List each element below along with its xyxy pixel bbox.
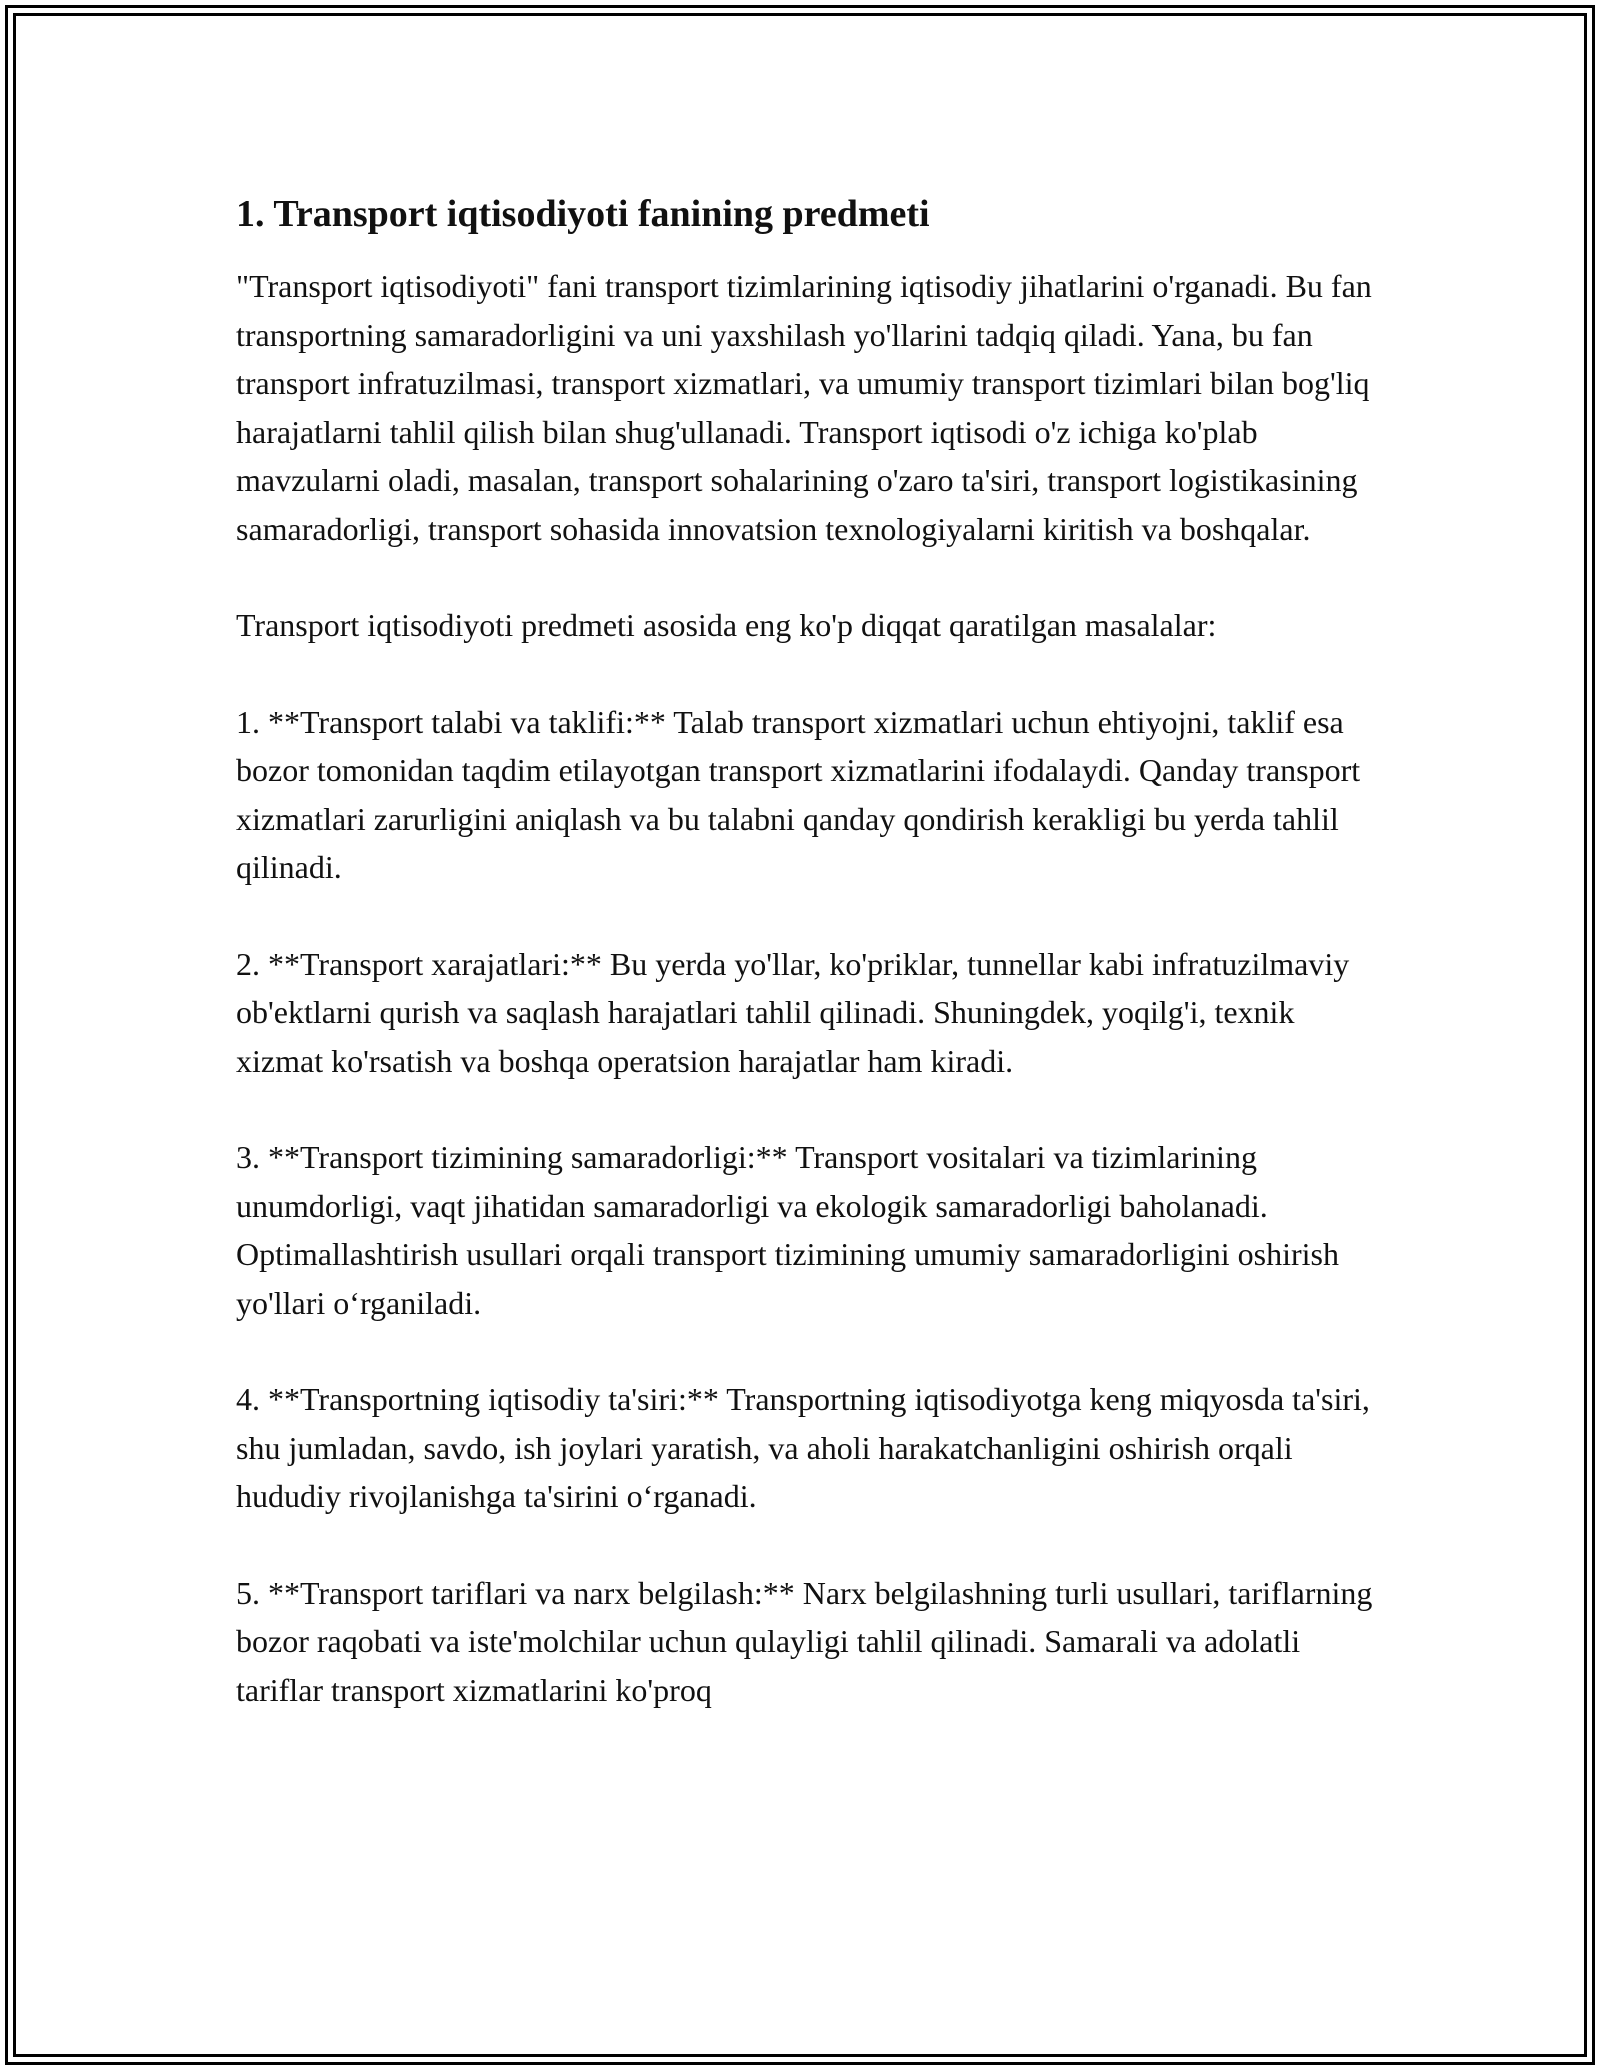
document-body [236, 190, 1376, 1714]
document-title: 1. Transport iqtisodiyoti fanining predmeti [236, 193, 930, 235]
list-item-costs: 2. **Transport xarajatlari:** Bu yerda yo'llar, ko'priklar, tunnellar kabi infratuzilmaviy ob'ektlarni qurish va saqlash harajatlari tahlil qilinadi. Shuningdek, yoqilg'i, texnik xizmat ko'rsatish va boshqa operatsion harajatlar ham kiradi. [236, 945, 1350, 1079]
list-item-efficiency: 3. **Transport tizimining samaradorligi:** Transport vositalari va tizimlarining unumdorligi, vaqt jihatidan samaradorligi va ekologik samaradorligi baholanadi. Optimallashtirish usullari orqali transport tizimining umumiy samaradorligini oshirish yo'llari o‘rganiladi. [236, 1139, 1339, 1321]
issues-intro-paragraph: Transport iqtisodiyoti predmeti asosida eng ko'p diqqat qaratilgan masalalar: [236, 607, 1217, 643]
list-item-economic-impact: 4. **Transportning iqtisodiy ta'siri:** Transportning iqtisodiyotga keng miqyosda ta'siri, shu jumladan, savdo, ish joylari yaratish, va aholi harakatchanligini oshirish orqali hududiy rivojlanishga ta'sirini o‘rganadi. [236, 1381, 1370, 1514]
intro-paragraph: "Transport iqtisodiyoti" fani transport tizimlarining iqtisodiy jihatlarini o'rganadi. Bu fan transportning samaradorligini va uni yaxshilash yo'llarini tadqiq qiladi. Yana, bu fan transport infratuzilmasi, transport xizmatlari, va umumiy transport tizimlari bilan bog'liq harajatlarni tahlil qilish bilan shug'ullanadi. Transport iqtisodi o'z ichiga ko'plab mavzularni oladi, masalan, transport sohalarining o'zaro ta'siri, transport logistikasining samaradorligi, transport sohasida innovatsion texnologiyalarni kiritish va boshqalar. [236, 268, 1372, 547]
list-item-demand-supply: 1. **Transport talabi va taklifi:** Talab transport xizmatlari uchun ehtiyojni, taklif esa bozor tomonidan taqdim etilayotgan transport xizmatlarini ifodalaydi. Qanday transport xizmatlari zarurligini aniqlash va bu talabni qanday qondirish kerakligi bu yerda tahlil qilinadi. [236, 703, 1361, 885]
list-item-tariffs-pricing: 5. **Transport tariflari va narx belgilash:** Narx belgilashning turli usullari, tariflarning bozor raqobati va iste'molchilar uchun qulayligi tahlil qilinadi. Samarali va adolatli tariflar transport xizmatlarini ko'proq [236, 1574, 1373, 1708]
